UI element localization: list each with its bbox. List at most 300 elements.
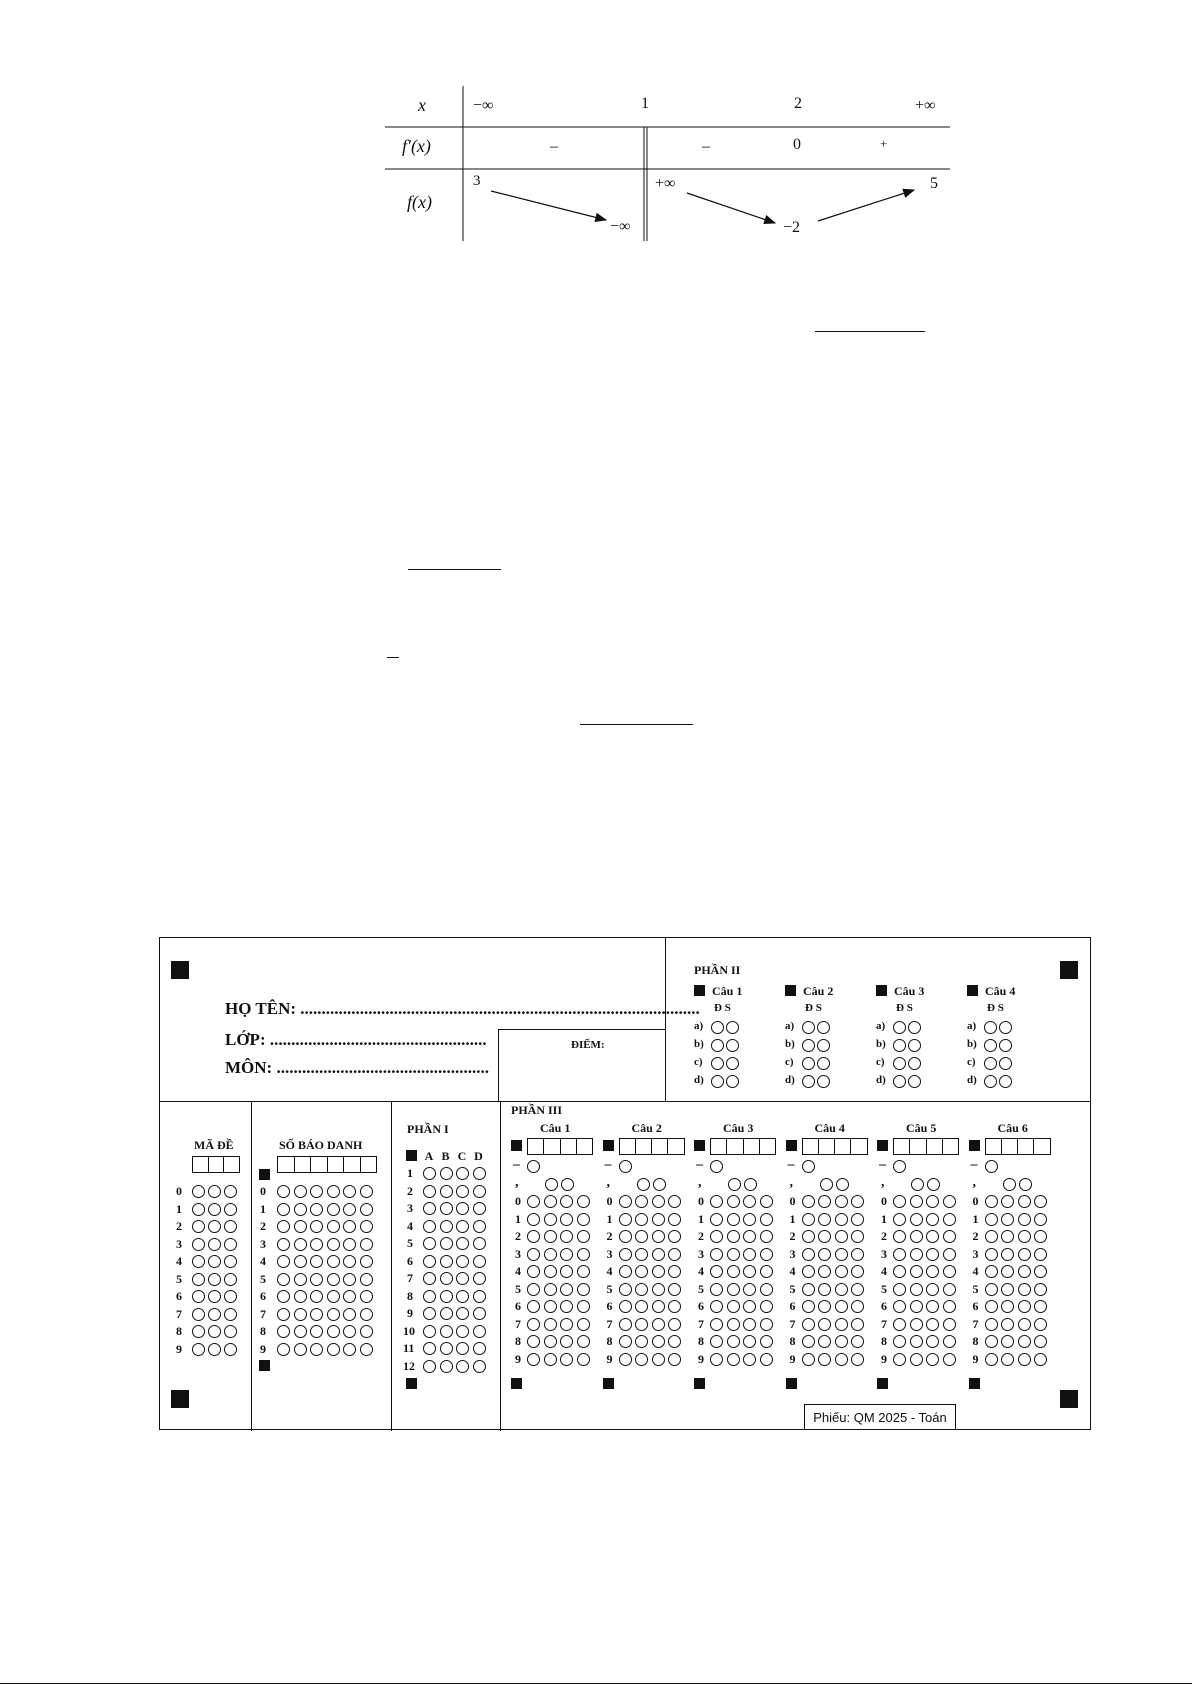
exam-code-bubble[interactable] xyxy=(208,1290,221,1303)
student-id-bubble[interactable] xyxy=(294,1290,307,1303)
true-bubble[interactable] xyxy=(711,1057,724,1070)
part3-digit-bubble[interactable] xyxy=(985,1283,998,1296)
part1-answer-bubble[interactable] xyxy=(423,1342,436,1355)
comma-bubble[interactable] xyxy=(911,1178,924,1191)
part3-digit-bubble[interactable] xyxy=(577,1248,590,1261)
part1-answer-bubble[interactable] xyxy=(440,1185,453,1198)
part3-digit-bubble[interactable] xyxy=(1034,1230,1047,1243)
part3-digit-bubble[interactable] xyxy=(760,1248,773,1261)
part1-answer-bubble[interactable] xyxy=(473,1272,486,1285)
student-id-bubble[interactable] xyxy=(343,1343,356,1356)
student-id-bubble[interactable] xyxy=(360,1203,373,1216)
part3-digit-bubble[interactable] xyxy=(818,1300,831,1313)
true-bubble[interactable] xyxy=(893,1057,906,1070)
comma-bubble[interactable] xyxy=(1003,1178,1016,1191)
part3-digit-bubble[interactable] xyxy=(710,1318,723,1331)
part3-digit-bubble[interactable] xyxy=(910,1300,923,1313)
false-bubble[interactable] xyxy=(817,1039,830,1052)
subject-field[interactable]: MÔN: .................................................. xyxy=(225,1058,489,1077)
name-field[interactable]: HỌ TÊN: .............................................................................................. xyxy=(225,999,700,1018)
part1-answer-bubble[interactable] xyxy=(440,1202,453,1215)
exam-code-boxes[interactable] xyxy=(192,1156,240,1173)
part3-digit-bubble[interactable] xyxy=(652,1213,665,1226)
part3-digit-bubble[interactable] xyxy=(1018,1248,1031,1261)
part3-digit-bubble[interactable] xyxy=(943,1248,956,1261)
part3-digit-bubble[interactable] xyxy=(802,1353,815,1366)
part3-digit-bubble[interactable] xyxy=(802,1265,815,1278)
part3-digit-bubble[interactable] xyxy=(802,1318,815,1331)
part3-digit-bubble[interactable] xyxy=(893,1230,906,1243)
student-id-bubble[interactable] xyxy=(360,1325,373,1338)
part3-digit-bubble[interactable] xyxy=(544,1283,557,1296)
part3-digit-bubble[interactable] xyxy=(1034,1213,1047,1226)
exam-code-bubble[interactable] xyxy=(224,1273,237,1286)
exam-code-bubble[interactable] xyxy=(192,1220,205,1233)
part3-digit-bubble[interactable] xyxy=(1018,1283,1031,1296)
part1-answer-bubble[interactable] xyxy=(423,1202,436,1215)
part1-answer-bubble[interactable] xyxy=(473,1360,486,1373)
part3-digit-bubble[interactable] xyxy=(760,1300,773,1313)
student-id-bubble[interactable] xyxy=(294,1203,307,1216)
part1-answer-bubble[interactable] xyxy=(440,1272,453,1285)
student-id-bubble[interactable] xyxy=(310,1308,323,1321)
part3-digit-bubble[interactable] xyxy=(926,1335,939,1348)
part3-digit-bubble[interactable] xyxy=(760,1265,773,1278)
part1-answer-bubble[interactable] xyxy=(473,1290,486,1303)
part3-digit-bubble[interactable] xyxy=(943,1335,956,1348)
part3-digit-bubble[interactable] xyxy=(527,1195,540,1208)
part3-digit-bubble[interactable] xyxy=(668,1230,681,1243)
part3-digit-bubble[interactable] xyxy=(1018,1300,1031,1313)
part3-digit-bubble[interactable] xyxy=(619,1318,632,1331)
false-bubble[interactable] xyxy=(999,1057,1012,1070)
minus-bubble[interactable] xyxy=(893,1160,906,1173)
part3-digit-bubble[interactable] xyxy=(577,1283,590,1296)
part3-digit-bubble[interactable] xyxy=(943,1213,956,1226)
part3-digit-bubble[interactable] xyxy=(926,1213,939,1226)
part3-digit-bubble[interactable] xyxy=(727,1213,740,1226)
part3-digit-bubble[interactable] xyxy=(802,1195,815,1208)
part3-digit-bubble[interactable] xyxy=(943,1300,956,1313)
student-id-bubble[interactable] xyxy=(310,1290,323,1303)
part3-digit-bubble[interactable] xyxy=(910,1283,923,1296)
student-id-bubble[interactable] xyxy=(327,1308,340,1321)
student-id-bubble[interactable] xyxy=(360,1343,373,1356)
true-bubble[interactable] xyxy=(893,1075,906,1088)
part3-digit-bubble[interactable] xyxy=(910,1195,923,1208)
true-bubble[interactable] xyxy=(984,1039,997,1052)
student-id-bubble[interactable] xyxy=(310,1185,323,1198)
student-id-bubble[interactable] xyxy=(327,1203,340,1216)
student-id-bubble[interactable] xyxy=(277,1238,290,1251)
part3-digit-bubble[interactable] xyxy=(668,1195,681,1208)
part3-digit-bubble[interactable] xyxy=(527,1318,540,1331)
part3-digit-bubble[interactable] xyxy=(910,1335,923,1348)
minus-bubble[interactable] xyxy=(710,1160,723,1173)
exam-code-bubble[interactable] xyxy=(208,1325,221,1338)
part3-digit-bubble[interactable] xyxy=(760,1353,773,1366)
part1-answer-bubble[interactable] xyxy=(456,1237,469,1250)
student-id-bubble[interactable] xyxy=(327,1273,340,1286)
part3-digit-bubble[interactable] xyxy=(1001,1335,1014,1348)
part3-digit-bubble[interactable] xyxy=(910,1213,923,1226)
student-id-bubble[interactable] xyxy=(277,1255,290,1268)
part3-digit-bubble[interactable] xyxy=(760,1213,773,1226)
false-bubble[interactable] xyxy=(999,1039,1012,1052)
part3-digit-bubble[interactable] xyxy=(835,1213,848,1226)
part3-digit-bubble[interactable] xyxy=(527,1265,540,1278)
part3-digit-bubble[interactable] xyxy=(727,1283,740,1296)
part3-answer-boxes[interactable] xyxy=(893,1138,959,1155)
part3-digit-bubble[interactable] xyxy=(851,1265,864,1278)
student-id-bubble[interactable] xyxy=(343,1203,356,1216)
part3-digit-bubble[interactable] xyxy=(1018,1353,1031,1366)
student-id-bubble[interactable] xyxy=(310,1255,323,1268)
part1-answer-bubble[interactable] xyxy=(440,1307,453,1320)
part3-digit-bubble[interactable] xyxy=(1034,1248,1047,1261)
part3-digit-bubble[interactable] xyxy=(926,1283,939,1296)
part3-digit-bubble[interactable] xyxy=(527,1213,540,1226)
part1-answer-bubble[interactable] xyxy=(456,1360,469,1373)
part3-digit-bubble[interactable] xyxy=(893,1353,906,1366)
part3-digit-bubble[interactable] xyxy=(1018,1318,1031,1331)
part3-digit-bubble[interactable] xyxy=(1001,1300,1014,1313)
part3-digit-bubble[interactable] xyxy=(802,1335,815,1348)
part3-digit-bubble[interactable] xyxy=(527,1335,540,1348)
part3-digit-bubble[interactable] xyxy=(710,1213,723,1226)
part1-answer-bubble[interactable] xyxy=(473,1325,486,1338)
false-bubble[interactable] xyxy=(908,1021,921,1034)
part3-digit-bubble[interactable] xyxy=(560,1230,573,1243)
student-id-bubble[interactable] xyxy=(343,1185,356,1198)
part3-digit-bubble[interactable] xyxy=(652,1300,665,1313)
part3-digit-bubble[interactable] xyxy=(802,1300,815,1313)
part3-digit-bubble[interactable] xyxy=(760,1318,773,1331)
minus-bubble[interactable] xyxy=(619,1160,632,1173)
part3-digit-bubble[interactable] xyxy=(1001,1353,1014,1366)
part3-digit-bubble[interactable] xyxy=(635,1248,648,1261)
student-id-bubble[interactable] xyxy=(294,1220,307,1233)
part1-answer-bubble[interactable] xyxy=(473,1255,486,1268)
part3-digit-bubble[interactable] xyxy=(1034,1353,1047,1366)
part3-digit-bubble[interactable] xyxy=(926,1248,939,1261)
student-id-bubble[interactable] xyxy=(360,1308,373,1321)
part3-digit-bubble[interactable] xyxy=(668,1213,681,1226)
part3-digit-bubble[interactable] xyxy=(652,1283,665,1296)
part3-digit-bubble[interactable] xyxy=(926,1230,939,1243)
part3-digit-bubble[interactable] xyxy=(851,1318,864,1331)
part1-answer-bubble[interactable] xyxy=(473,1202,486,1215)
part3-digit-bubble[interactable] xyxy=(619,1213,632,1226)
student-id-bubble[interactable] xyxy=(327,1255,340,1268)
part3-digit-bubble[interactable] xyxy=(818,1335,831,1348)
student-id-bubble[interactable] xyxy=(310,1220,323,1233)
part3-digit-bubble[interactable] xyxy=(835,1195,848,1208)
part3-digit-bubble[interactable] xyxy=(560,1353,573,1366)
part3-digit-bubble[interactable] xyxy=(668,1248,681,1261)
exam-code-bubble[interactable] xyxy=(192,1308,205,1321)
part3-answer-boxes[interactable] xyxy=(619,1138,685,1155)
student-id-bubble[interactable] xyxy=(343,1255,356,1268)
part3-digit-bubble[interactable] xyxy=(835,1335,848,1348)
part3-digit-bubble[interactable] xyxy=(619,1300,632,1313)
part3-digit-bubble[interactable] xyxy=(985,1318,998,1331)
part3-digit-bubble[interactable] xyxy=(652,1335,665,1348)
part3-answer-boxes[interactable] xyxy=(802,1138,868,1155)
exam-code-bubble[interactable] xyxy=(224,1308,237,1321)
student-id-bubble[interactable] xyxy=(277,1220,290,1233)
exam-code-bubble[interactable] xyxy=(208,1273,221,1286)
part3-digit-bubble[interactable] xyxy=(743,1283,756,1296)
true-bubble[interactable] xyxy=(802,1039,815,1052)
comma-bubble[interactable] xyxy=(836,1178,849,1191)
student-id-bubble[interactable] xyxy=(277,1325,290,1338)
exam-code-bubble[interactable] xyxy=(192,1273,205,1286)
part3-digit-bubble[interactable] xyxy=(1001,1265,1014,1278)
part3-digit-bubble[interactable] xyxy=(1001,1230,1014,1243)
part3-digit-bubble[interactable] xyxy=(527,1248,540,1261)
student-id-bubble[interactable] xyxy=(327,1325,340,1338)
part3-digit-bubble[interactable] xyxy=(560,1213,573,1226)
false-bubble[interactable] xyxy=(726,1075,739,1088)
exam-code-bubble[interactable] xyxy=(224,1290,237,1303)
part3-digit-bubble[interactable] xyxy=(743,1353,756,1366)
student-id-bubble[interactable] xyxy=(294,1185,307,1198)
student-id-boxes[interactable] xyxy=(277,1156,377,1173)
false-bubble[interactable] xyxy=(908,1039,921,1052)
student-id-bubble[interactable] xyxy=(294,1343,307,1356)
part1-answer-bubble[interactable] xyxy=(440,1255,453,1268)
comma-bubble[interactable] xyxy=(744,1178,757,1191)
minus-bubble[interactable] xyxy=(985,1160,998,1173)
part3-digit-bubble[interactable] xyxy=(835,1283,848,1296)
class-field[interactable]: LỚP: ................................................... xyxy=(225,1030,487,1049)
part3-digit-bubble[interactable] xyxy=(727,1300,740,1313)
part3-digit-bubble[interactable] xyxy=(560,1283,573,1296)
part3-digit-bubble[interactable] xyxy=(893,1283,906,1296)
part3-digit-bubble[interactable] xyxy=(802,1283,815,1296)
part1-answer-bubble[interactable] xyxy=(423,1185,436,1198)
part3-digit-bubble[interactable] xyxy=(851,1230,864,1243)
student-id-bubble[interactable] xyxy=(343,1308,356,1321)
part3-digit-bubble[interactable] xyxy=(760,1335,773,1348)
part3-digit-bubble[interactable] xyxy=(727,1195,740,1208)
part3-digit-bubble[interactable] xyxy=(1001,1248,1014,1261)
part3-digit-bubble[interactable] xyxy=(560,1248,573,1261)
student-id-bubble[interactable] xyxy=(360,1273,373,1286)
student-id-bubble[interactable] xyxy=(343,1238,356,1251)
part3-digit-bubble[interactable] xyxy=(943,1353,956,1366)
part1-answer-bubble[interactable] xyxy=(456,1272,469,1285)
false-bubble[interactable] xyxy=(908,1075,921,1088)
exam-code-bubble[interactable] xyxy=(192,1290,205,1303)
part3-digit-bubble[interactable] xyxy=(851,1195,864,1208)
true-bubble[interactable] xyxy=(984,1021,997,1034)
part3-digit-bubble[interactable] xyxy=(851,1300,864,1313)
part3-digit-bubble[interactable] xyxy=(910,1265,923,1278)
part1-answer-bubble[interactable] xyxy=(440,1360,453,1373)
student-id-bubble[interactable] xyxy=(310,1325,323,1338)
part1-answer-bubble[interactable] xyxy=(440,1325,453,1338)
student-id-bubble[interactable] xyxy=(327,1185,340,1198)
part3-digit-bubble[interactable] xyxy=(835,1265,848,1278)
part1-answer-bubble[interactable] xyxy=(423,1307,436,1320)
part1-answer-bubble[interactable] xyxy=(423,1290,436,1303)
part3-digit-bubble[interactable] xyxy=(577,1230,590,1243)
part3-digit-bubble[interactable] xyxy=(544,1335,557,1348)
part3-digit-bubble[interactable] xyxy=(743,1265,756,1278)
part3-digit-bubble[interactable] xyxy=(1018,1265,1031,1278)
true-bubble[interactable] xyxy=(711,1039,724,1052)
part3-digit-bubble[interactable] xyxy=(1001,1318,1014,1331)
part3-digit-bubble[interactable] xyxy=(743,1300,756,1313)
part3-digit-bubble[interactable] xyxy=(710,1195,723,1208)
part3-digit-bubble[interactable] xyxy=(743,1318,756,1331)
part3-digit-bubble[interactable] xyxy=(851,1335,864,1348)
exam-code-bubble[interactable] xyxy=(208,1185,221,1198)
part3-digit-bubble[interactable] xyxy=(560,1318,573,1331)
part3-digit-bubble[interactable] xyxy=(985,1335,998,1348)
part1-answer-bubble[interactable] xyxy=(456,1202,469,1215)
exam-code-bubble[interactable] xyxy=(208,1308,221,1321)
minus-bubble[interactable] xyxy=(527,1160,540,1173)
part3-digit-bubble[interactable] xyxy=(893,1213,906,1226)
part1-answer-bubble[interactable] xyxy=(440,1167,453,1180)
part1-answer-bubble[interactable] xyxy=(456,1255,469,1268)
part3-digit-bubble[interactable] xyxy=(710,1248,723,1261)
part1-answer-bubble[interactable] xyxy=(456,1167,469,1180)
part3-digit-bubble[interactable] xyxy=(760,1283,773,1296)
part3-digit-bubble[interactable] xyxy=(1018,1335,1031,1348)
comma-bubble[interactable] xyxy=(728,1178,741,1191)
part3-digit-bubble[interactable] xyxy=(635,1230,648,1243)
false-bubble[interactable] xyxy=(817,1021,830,1034)
part3-digit-bubble[interactable] xyxy=(893,1318,906,1331)
part1-answer-bubble[interactable] xyxy=(423,1220,436,1233)
part3-digit-bubble[interactable] xyxy=(943,1283,956,1296)
student-id-bubble[interactable] xyxy=(294,1255,307,1268)
student-id-bubble[interactable] xyxy=(294,1238,307,1251)
part3-digit-bubble[interactable] xyxy=(893,1300,906,1313)
part3-digit-bubble[interactable] xyxy=(818,1195,831,1208)
part3-answer-boxes[interactable] xyxy=(985,1138,1051,1155)
true-bubble[interactable] xyxy=(984,1075,997,1088)
part3-digit-bubble[interactable] xyxy=(668,1335,681,1348)
part3-digit-bubble[interactable] xyxy=(1001,1283,1014,1296)
part3-digit-bubble[interactable] xyxy=(851,1213,864,1226)
part3-digit-bubble[interactable] xyxy=(1034,1265,1047,1278)
part3-digit-bubble[interactable] xyxy=(577,1353,590,1366)
part3-digit-bubble[interactable] xyxy=(943,1230,956,1243)
part3-digit-bubble[interactable] xyxy=(577,1318,590,1331)
part1-answer-bubble[interactable] xyxy=(456,1185,469,1198)
part3-digit-bubble[interactable] xyxy=(710,1283,723,1296)
part1-answer-bubble[interactable] xyxy=(440,1237,453,1250)
part3-digit-bubble[interactable] xyxy=(727,1335,740,1348)
part3-digit-bubble[interactable] xyxy=(802,1230,815,1243)
student-id-bubble[interactable] xyxy=(343,1325,356,1338)
part3-digit-bubble[interactable] xyxy=(926,1318,939,1331)
part3-digit-bubble[interactable] xyxy=(619,1248,632,1261)
part3-digit-bubble[interactable] xyxy=(943,1318,956,1331)
part3-digit-bubble[interactable] xyxy=(985,1230,998,1243)
true-bubble[interactable] xyxy=(893,1021,906,1034)
part3-digit-bubble[interactable] xyxy=(544,1248,557,1261)
part3-digit-bubble[interactable] xyxy=(802,1248,815,1261)
false-bubble[interactable] xyxy=(999,1021,1012,1034)
student-id-bubble[interactable] xyxy=(327,1343,340,1356)
part3-digit-bubble[interactable] xyxy=(943,1265,956,1278)
comma-bubble[interactable] xyxy=(927,1178,940,1191)
part3-digit-bubble[interactable] xyxy=(851,1283,864,1296)
exam-code-bubble[interactable] xyxy=(208,1203,221,1216)
part3-digit-bubble[interactable] xyxy=(818,1248,831,1261)
part3-digit-bubble[interactable] xyxy=(668,1283,681,1296)
false-bubble[interactable] xyxy=(908,1057,921,1070)
part3-digit-bubble[interactable] xyxy=(560,1265,573,1278)
part1-answer-bubble[interactable] xyxy=(473,1342,486,1355)
part3-digit-bubble[interactable] xyxy=(835,1230,848,1243)
part3-digit-bubble[interactable] xyxy=(985,1213,998,1226)
part3-digit-bubble[interactable] xyxy=(560,1195,573,1208)
student-id-bubble[interactable] xyxy=(360,1255,373,1268)
part3-digit-bubble[interactable] xyxy=(727,1248,740,1261)
part3-digit-bubble[interactable] xyxy=(818,1265,831,1278)
part3-digit-bubble[interactable] xyxy=(619,1283,632,1296)
part3-digit-bubble[interactable] xyxy=(710,1335,723,1348)
exam-code-bubble[interactable] xyxy=(208,1220,221,1233)
exam-code-bubble[interactable] xyxy=(224,1343,237,1356)
student-id-bubble[interactable] xyxy=(310,1203,323,1216)
true-bubble[interactable] xyxy=(711,1021,724,1034)
part3-digit-bubble[interactable] xyxy=(727,1353,740,1366)
true-bubble[interactable] xyxy=(802,1057,815,1070)
part3-answer-boxes[interactable] xyxy=(527,1138,593,1155)
part1-answer-bubble[interactable] xyxy=(440,1220,453,1233)
part3-digit-bubble[interactable] xyxy=(544,1265,557,1278)
part3-digit-bubble[interactable] xyxy=(818,1318,831,1331)
part1-answer-bubble[interactable] xyxy=(473,1185,486,1198)
student-id-bubble[interactable] xyxy=(327,1290,340,1303)
student-id-bubble[interactable] xyxy=(360,1290,373,1303)
student-id-bubble[interactable] xyxy=(343,1220,356,1233)
exam-code-bubble[interactable] xyxy=(208,1255,221,1268)
part3-digit-bubble[interactable] xyxy=(635,1213,648,1226)
part3-digit-bubble[interactable] xyxy=(851,1353,864,1366)
part3-digit-bubble[interactable] xyxy=(743,1230,756,1243)
part3-digit-bubble[interactable] xyxy=(560,1300,573,1313)
true-bubble[interactable] xyxy=(802,1075,815,1088)
part3-digit-bubble[interactable] xyxy=(1001,1195,1014,1208)
part3-digit-bubble[interactable] xyxy=(835,1353,848,1366)
part3-digit-bubble[interactable] xyxy=(926,1195,939,1208)
part3-digit-bubble[interactable] xyxy=(652,1353,665,1366)
part3-digit-bubble[interactable] xyxy=(619,1335,632,1348)
student-id-bubble[interactable] xyxy=(343,1273,356,1286)
part3-digit-bubble[interactable] xyxy=(668,1300,681,1313)
part3-digit-bubble[interactable] xyxy=(818,1213,831,1226)
part1-answer-bubble[interactable] xyxy=(473,1167,486,1180)
part3-digit-bubble[interactable] xyxy=(527,1353,540,1366)
comma-bubble[interactable] xyxy=(637,1178,650,1191)
part3-digit-bubble[interactable] xyxy=(985,1300,998,1313)
part1-answer-bubble[interactable] xyxy=(456,1342,469,1355)
false-bubble[interactable] xyxy=(817,1075,830,1088)
part1-answer-bubble[interactable] xyxy=(423,1237,436,1250)
part3-digit-bubble[interactable] xyxy=(577,1213,590,1226)
comma-bubble[interactable] xyxy=(653,1178,666,1191)
part3-digit-bubble[interactable] xyxy=(1018,1195,1031,1208)
